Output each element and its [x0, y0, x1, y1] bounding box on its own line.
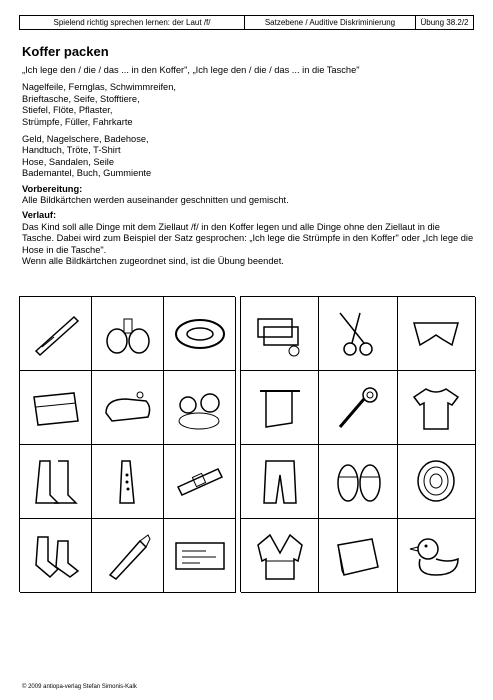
header-level: Satzebene / Auditive Diskriminierung — [245, 16, 416, 29]
party-horn-icon — [330, 383, 386, 433]
picture-card[interactable] — [164, 445, 236, 519]
nail-file-icon — [28, 309, 84, 359]
plaster-icon — [172, 457, 228, 507]
procedure-end: Wenn alle Bildkärtchen zugeordnet sind, ist die Übung beendet. — [22, 256, 284, 267]
other-word-line: Bademantel, Buch, Gummiente — [22, 168, 152, 179]
worksheet-content — [22, 44, 474, 268]
binoculars-icon — [100, 309, 156, 359]
wallet-icon — [28, 383, 84, 433]
f-word-line: Stiefel, Flöte, Pflaster, — [22, 105, 113, 116]
picture-card[interactable] — [241, 297, 319, 371]
ticket-icon — [172, 531, 228, 581]
picture-card[interactable] — [398, 371, 476, 445]
f-word-line: Nagelfeile, Fernglas, Schwimmreifen, — [22, 82, 176, 93]
stuffed-animals-icon — [172, 383, 228, 433]
picture-card[interactable] — [319, 297, 397, 371]
picture-card[interactable] — [398, 297, 476, 371]
boots-icon — [28, 457, 84, 507]
picture-card[interactable] — [92, 297, 164, 371]
f-word-line: Brieftasche, Seife, Stofftiere, — [22, 93, 140, 104]
preparation-text: Alle Bildkärtchen werden auseinander geschnitten und gemischt. — [22, 195, 289, 206]
soap-icon — [100, 383, 156, 433]
picture-card[interactable] — [164, 297, 236, 371]
picture-card[interactable] — [92, 519, 164, 593]
procedure-heading: Verlauf: — [22, 210, 57, 221]
f-word-line: Strümpfe, Füller, Fahrkarte — [22, 116, 133, 127]
picture-card[interactable] — [241, 519, 319, 593]
towel-icon — [252, 383, 308, 433]
swim-ring-icon — [172, 309, 228, 359]
flute-icon — [100, 457, 156, 507]
header-series-title: Spielend richtig sprechen lernen: der Laut /f/ — [20, 16, 245, 29]
preparation-heading: Vorbereitung: — [22, 183, 83, 194]
picture-card[interactable] — [241, 445, 319, 519]
cards-right-group — [240, 296, 475, 592]
picture-card[interactable] — [20, 371, 92, 445]
header-exercise-number: Übung 38.2/2 — [420, 18, 469, 27]
money-icon — [252, 309, 308, 359]
picture-card[interactable] — [319, 371, 397, 445]
sandals-icon — [330, 457, 386, 507]
picture-card[interactable] — [164, 371, 236, 445]
bathrobe-icon — [252, 531, 308, 581]
socks-icon — [28, 531, 84, 581]
swim-trunks-icon — [408, 309, 464, 359]
picture-card[interactable] — [20, 519, 92, 593]
sentence-pattern: „Ich lege den / die / das ... in den Koffer", „Ich lege den / die / das ... in die Tasche" — [22, 65, 360, 75]
picture-card[interactable] — [319, 519, 397, 593]
scissors-icon — [330, 309, 386, 359]
picture-card[interactable] — [398, 445, 476, 519]
picture-cards-grid — [19, 296, 475, 592]
picture-card[interactable] — [92, 445, 164, 519]
rubber-duck-icon — [408, 531, 464, 581]
picture-card[interactable] — [20, 297, 92, 371]
other-word-line: Handtuch, Tröte, T-Shirt — [22, 145, 121, 156]
picture-card[interactable] — [398, 519, 476, 593]
worksheet-header — [19, 15, 474, 30]
cards-left-group — [19, 296, 235, 592]
trousers-icon — [252, 457, 308, 507]
rope-icon — [408, 457, 464, 507]
other-word-line: Hose, Sandalen, Seile — [22, 156, 114, 167]
picture-card[interactable] — [164, 519, 236, 593]
book-icon — [330, 531, 386, 581]
fountain-pen-icon — [100, 531, 156, 581]
picture-card[interactable] — [319, 445, 397, 519]
picture-card[interactable] — [20, 445, 92, 519]
page-title: Koffer packen — [22, 44, 109, 59]
picture-card[interactable] — [92, 371, 164, 445]
copyright-footer: © 2009 antiopa-verlag Stefan Simonis-Kalk — [22, 684, 137, 690]
other-word-line: Geld, Nagelschere, Badehose, — [22, 134, 149, 145]
t-shirt-icon — [408, 383, 464, 433]
procedure-text: Das Kind soll alle Dinge mit dem Ziellaut /f/ in den Koffer legen und alle Dinge ohne den Ziellaut in die Tasche. Dabei wird zum Beispiel der Satz gesprochen: „Ich lege die Strümpfe in den Koffer" oder „Ich lege die Hose in die Tasche". — [22, 221, 474, 255]
picture-card[interactable] — [241, 371, 319, 445]
